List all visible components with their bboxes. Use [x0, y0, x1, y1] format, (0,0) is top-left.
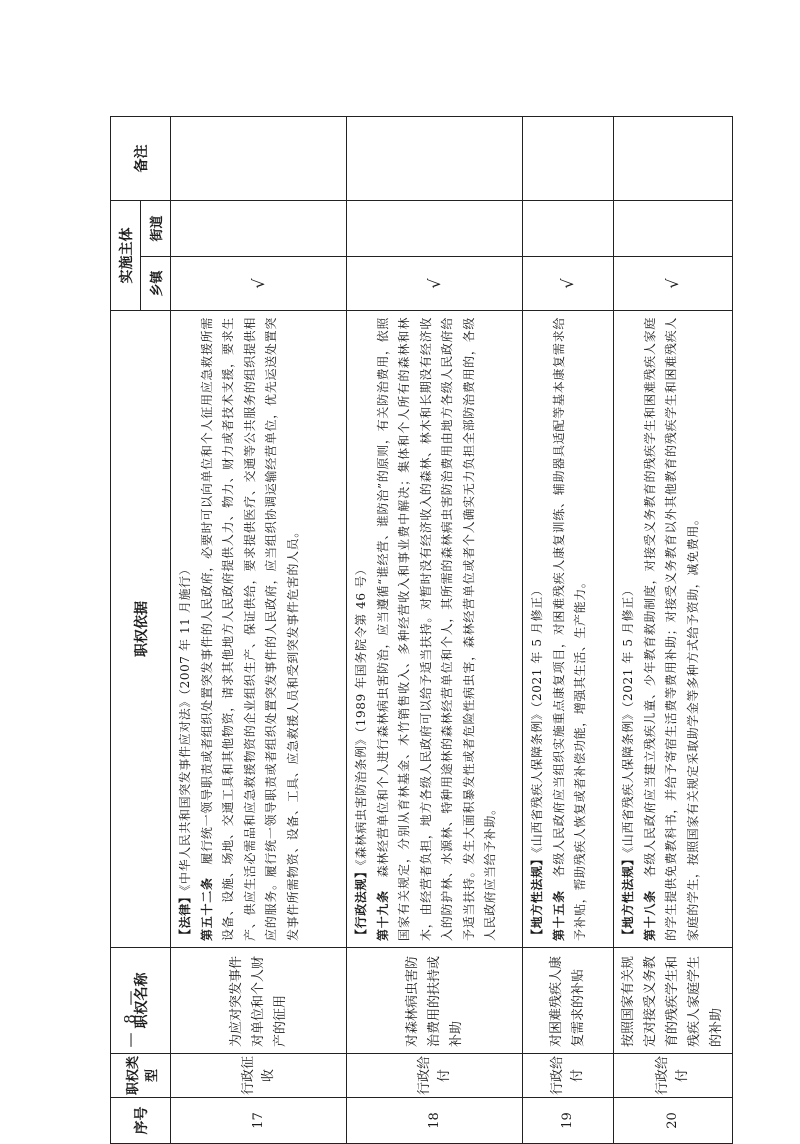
row-town-check: √: [523, 257, 614, 311]
article-number: 第十九条: [375, 890, 390, 941]
source-title: 《山西省残疾人保障条例》（2021 年 5 月修正）: [530, 583, 544, 853]
authority-table: [110, 116, 733, 1144]
row-basis: [171, 311, 347, 948]
table-row: [347, 117, 523, 1144]
source-title: 《山西省残疾人保障条例》（2021 年 5 月修正）: [621, 583, 635, 853]
row-name: 为应对突发事件对单位和个人财产的征用: [171, 948, 347, 1054]
row-remark: [523, 117, 614, 201]
row-type: 行政征收: [171, 1054, 347, 1098]
source-title: 《中华人民共和国突发事件应对法》（2007 年 11 月施行）: [178, 562, 192, 891]
row-street: [614, 201, 733, 257]
header-town: 乡镇: [141, 257, 171, 311]
row-seq: 18: [347, 1098, 523, 1144]
row-street: [347, 201, 523, 257]
row-street: [171, 201, 347, 257]
header-remark: 备注: [111, 117, 171, 201]
header-name: 职权名称: [111, 948, 171, 1054]
header-basis: 职权依据: [111, 311, 171, 948]
header-seq: 序号: [111, 1098, 171, 1144]
row-seq: 17: [171, 1098, 347, 1144]
article-text: 各级人民政府应当组织实施重点康复项目，对困难残疾人康复训练、辅助器具适配等基本康复需求给予补贴，帮助残疾人恢复或者补偿功能，增强其生活、生产能力。: [551, 317, 587, 941]
source-type: 【行政法规】: [354, 865, 368, 941]
row-town-check: √: [614, 257, 733, 311]
header-impl: 实施主体: [111, 201, 141, 311]
table-row: [523, 117, 614, 1144]
row-remark: [614, 117, 733, 201]
row-remark: [171, 117, 347, 201]
page-number: — 8 —: [121, 988, 139, 1048]
article-text: 森林经营单位和个人进行森林病虫害防治，应当遵循“谁经营、谁防治”的原则，有关防治费用，依照国家有关规定，分别从育林基金、木竹销售收入、多种经营收入和事业费中解决；集体和个人所有的森林和林木，由经营者负担，地方各级人民政府可以给予适当扶持。对暂时没有经济收入的森林、林木和长期没有经济收入的防护林、水源林、特种用途林的森林经营单位和个人，其所需的森林病虫害防治费用由地方各级人民政府给予适当扶持。发生大面积暴发性或者危险性病虫害，森林经营单位或者个人确实无力负担全部防治费用的，各级人民政府应当给予补助。: [375, 316, 497, 941]
table-row: [614, 117, 733, 1144]
row-street: [523, 201, 614, 257]
row-basis: [523, 311, 614, 948]
row-remark: [347, 117, 523, 201]
table-row: [171, 117, 347, 1144]
article-text: 各级人民政府应当建立残疾儿童、少年教育救助制度，对接受义务教育的残疾学生和困难残疾人家庭的学生提供免费教科书，并给予寄宿生活费等费用补助；对接受义务教育以外其他教育的残疾学生和困难残疾人家庭的学生，按照国家有关规定采取助学金等多种方式给予资助，减免费用。: [642, 317, 700, 941]
rotated-table-container: [110, 117, 724, 1144]
row-name: 按照国家有关规定对接受义务教育的残疾学生和残疾人家庭学生的补助: [614, 948, 733, 1054]
row-seq: 20: [614, 1098, 733, 1144]
source-type: 【地方性法规】: [530, 852, 544, 941]
article-number: 第十八条: [642, 890, 657, 941]
source-type: 【地方性法规】: [621, 852, 635, 941]
row-name: 对困难残疾人康复需求的补贴: [523, 948, 614, 1054]
header-type: 职权类型: [111, 1054, 171, 1098]
article-text: 履行统一领导职责或者组织处置突发事件的人民政府，必要时可以向单位和个人征用应急救援所需设备、设施、场地、交通工具和其他物资，请求其他地方人民政府提供人力、物力、财力或者技术支援，要求生产、供应生活必需品和应急救援物资的企业组织生产、保证供给，要求提供医疗、交通等公共服务的组织提供相应的服务。履行统一领导职责或者组织处置突发事件的人民政府，应当组织协调运输经营单位，优先运送处置突发事件所需物资、设备、工具、应急救援人员和受到突发事件危害的人员。: [199, 317, 300, 941]
row-type: 行政给付: [347, 1054, 523, 1098]
source-type: 【法律】: [178, 890, 192, 941]
header-street: 街道: [141, 201, 171, 257]
article-number: 第五十二条: [199, 877, 214, 941]
row-name: 对森林病虫害防治费用的扶持或补助: [347, 948, 523, 1054]
row-town-check: √: [347, 257, 523, 311]
row-town-check: √: [171, 257, 347, 311]
article-number: 第十五条: [551, 890, 566, 941]
row-seq: 19: [523, 1098, 614, 1144]
row-type: 行政给付: [614, 1054, 733, 1098]
row-basis: [347, 311, 523, 948]
row-type: 行政给付: [523, 1054, 614, 1098]
source-title: 《森林病虫害防治条例》（1989 年国务院令第 46 号）: [354, 562, 368, 866]
row-basis: [614, 311, 733, 948]
